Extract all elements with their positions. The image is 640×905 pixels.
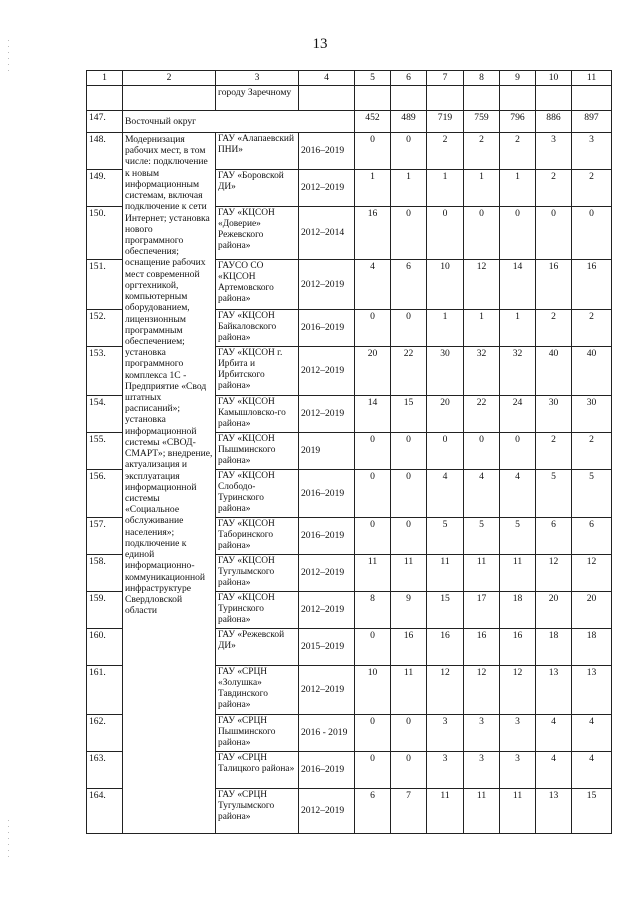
value-cell: 12 — [536, 555, 572, 592]
value-cell: 30 — [427, 347, 464, 396]
header-cell: 11 — [572, 71, 612, 86]
value-cell: 1 — [500, 170, 536, 207]
org-cell: ГАУ «КЦСОН Слободо-Туринского района» — [216, 470, 299, 518]
value-cell: 4 — [500, 470, 536, 518]
value-cell: 3 — [536, 133, 572, 170]
org-cell: ГАУ «Режевской ДИ» — [216, 629, 299, 666]
period-cell: 2016–2019 — [299, 133, 355, 170]
data-table — [86, 70, 612, 834]
value-cell: 0 — [536, 207, 572, 260]
header-row — [87, 71, 612, 86]
value-cell: 5 — [500, 518, 536, 555]
value-cell: 15 — [391, 396, 427, 433]
period-cell: 2015–2019 — [299, 629, 355, 666]
value-cell: 2 — [572, 433, 612, 470]
value-cell: 2 — [572, 310, 612, 347]
value-cell: 11 — [427, 555, 464, 592]
value-cell: 886 — [536, 111, 572, 133]
value-cell: 0 — [500, 207, 536, 260]
org-cell: ГАУ «КЦСОН Туринского района» — [216, 592, 299, 629]
period-cell: 2012–2019 — [299, 260, 355, 310]
header-cell: 7 — [427, 71, 464, 86]
org-cell: ГАУ «СРЦН Талицкого района» — [216, 752, 299, 789]
value-cell: 2 — [427, 133, 464, 170]
period-cell: 2019 — [299, 433, 355, 470]
value-cell: 0 — [427, 433, 464, 470]
org-cell: ГАУ «КЦСОН Тугулымского района» — [216, 555, 299, 592]
value-cell: 24 — [500, 396, 536, 433]
row-number: 147. — [87, 111, 123, 133]
scan-edge-marks-top — [8, 40, 10, 76]
row-number: 148. — [87, 133, 123, 170]
org-cell: ГАУ «СРЦН «Золушка» Тавдинского района» — [216, 666, 299, 715]
value-cell: 11 — [464, 555, 500, 592]
header-cell: 6 — [391, 71, 427, 86]
value-cell: 2 — [572, 170, 612, 207]
header-cell: 1 — [87, 71, 123, 86]
category-description: Модернизация рабочих мест, в том числе: подключение к новым информационным системам, включая подключение к сети Интернет; установка нового программного обеспечения; оснащение рабочих мест современной оргтехникой, компьютерным оборудованием, лицензионным программным обеспечением; установка программного комплекса 1С - Предприятие «Свод штатных расписаний»; установка информационной системы «СВОД-СМАРТ»; внедрение, актуализация и эксплуатация информационной системы «Социальное обслуживание населения»; подключение к единой информационно-коммуникационной инфраструктуре Свердловской области — [123, 133, 216, 834]
value-cell: 0 — [355, 310, 391, 347]
period-cell: 2012–2019 — [299, 555, 355, 592]
value-cell: 3 — [464, 715, 500, 752]
value-cell: 796 — [500, 111, 536, 133]
period-cell: 2016–2019 — [299, 518, 355, 555]
org-cell: ГАУ «Боровской ДИ» — [216, 170, 299, 207]
value-cell: 22 — [391, 347, 427, 396]
continuation-row — [87, 86, 612, 111]
row-number: 154. — [87, 396, 123, 433]
value-cell: 1 — [464, 310, 500, 347]
value-cell: 1 — [427, 170, 464, 207]
row-number: 152. — [87, 310, 123, 347]
value-cell: 2 — [536, 433, 572, 470]
value-cell: 11 — [427, 789, 464, 834]
value-cell: 11 — [500, 555, 536, 592]
row-number: 161. — [87, 666, 123, 715]
value-cell: 5 — [427, 518, 464, 555]
value-cell: 0 — [500, 433, 536, 470]
table-row — [87, 133, 612, 170]
value-cell: 0 — [572, 207, 612, 260]
value-cell: 897 — [572, 111, 612, 133]
value-cell: 7 — [391, 789, 427, 834]
value-cell: 14 — [500, 260, 536, 310]
value-cell: 32 — [500, 347, 536, 396]
value-cell: 4 — [536, 752, 572, 789]
value-cell: 11 — [355, 555, 391, 592]
value-cell: 0 — [391, 207, 427, 260]
header-cell: 4 — [299, 71, 355, 86]
period-cell: 2012–2019 — [299, 592, 355, 629]
value-cell: 15 — [572, 789, 612, 834]
value-cell: 2 — [500, 133, 536, 170]
value-cell: 11 — [464, 789, 500, 834]
value-cell: 0 — [355, 433, 391, 470]
value-cell: 32 — [464, 347, 500, 396]
value-cell: 1 — [391, 170, 427, 207]
value-cell: 0 — [391, 715, 427, 752]
row-number: 157. — [87, 518, 123, 555]
org-cell: ГАУ «КЦСОН г. Ирбита и Ирбитского района» — [216, 347, 299, 396]
header-cell: 8 — [464, 71, 500, 86]
value-cell: 17 — [464, 592, 500, 629]
summary-label: Восточный округ — [123, 111, 355, 133]
row-number: 158. — [87, 555, 123, 592]
value-cell: 4 — [427, 470, 464, 518]
value-cell: 12 — [464, 666, 500, 715]
value-cell: 20 — [427, 396, 464, 433]
value-cell: 1 — [427, 310, 464, 347]
value-cell: 12 — [500, 666, 536, 715]
header-cell: 10 — [536, 71, 572, 86]
period-cell: 2012–2014 — [299, 207, 355, 260]
value-cell: 5 — [536, 470, 572, 518]
value-cell: 18 — [536, 629, 572, 666]
value-cell: 0 — [427, 207, 464, 260]
value-cell: 16 — [536, 260, 572, 310]
org-cell: ГАУСО СО «КЦСОН Артемовского района» — [216, 260, 299, 310]
value-cell: 0 — [391, 133, 427, 170]
period-cell: 2016–2019 — [299, 752, 355, 789]
value-cell: 20 — [355, 347, 391, 396]
value-cell: 11 — [500, 789, 536, 834]
value-cell: 0 — [464, 433, 500, 470]
value-cell: 12 — [572, 555, 612, 592]
value-cell: 6 — [355, 789, 391, 834]
value-cell: 16 — [464, 629, 500, 666]
header-cell: 5 — [355, 71, 391, 86]
value-cell: 1 — [464, 170, 500, 207]
value-cell: 40 — [536, 347, 572, 396]
value-cell: 16 — [355, 207, 391, 260]
value-cell: 12 — [427, 666, 464, 715]
value-cell: 0 — [355, 133, 391, 170]
period-cell: 2012–2019 — [299, 666, 355, 715]
value-cell: 4 — [355, 260, 391, 310]
org-cell: ГАУ «СРЦН Пышминского района» — [216, 715, 299, 752]
value-cell: 16 — [572, 260, 612, 310]
value-cell: 5 — [464, 518, 500, 555]
value-cell: 3 — [572, 133, 612, 170]
value-cell: 0 — [355, 715, 391, 752]
value-cell: 8 — [355, 592, 391, 629]
page-number: 13 — [312, 36, 328, 52]
header-cell: 9 — [500, 71, 536, 86]
value-cell: 18 — [500, 592, 536, 629]
value-cell: 2 — [464, 133, 500, 170]
value-cell: 20 — [572, 592, 612, 629]
value-cell: 5 — [572, 470, 612, 518]
value-cell: 13 — [536, 666, 572, 715]
row-number: 151. — [87, 260, 123, 310]
value-cell: 10 — [355, 666, 391, 715]
row-number: 163. — [87, 752, 123, 789]
org-cell: ГАУ «КЦСОН Таборинского района» — [216, 518, 299, 555]
value-cell: 489 — [391, 111, 427, 133]
org-cell: ГАУ «СРЦН Тугулымского района» — [216, 789, 299, 834]
header-cell: 3 — [216, 71, 299, 86]
value-cell: 3 — [500, 752, 536, 789]
value-cell: 15 — [427, 592, 464, 629]
row-number: 164. — [87, 789, 123, 834]
value-cell: 0 — [391, 518, 427, 555]
value-cell: 3 — [464, 752, 500, 789]
value-cell: 0 — [391, 433, 427, 470]
value-cell: 30 — [536, 396, 572, 433]
value-cell: 452 — [355, 111, 391, 133]
value-cell: 4 — [464, 470, 500, 518]
row-number: 159. — [87, 592, 123, 629]
value-cell: 4 — [572, 715, 612, 752]
period-cell: 2016 - 2019 — [299, 715, 355, 752]
value-cell: 6 — [391, 260, 427, 310]
value-cell: 4 — [572, 752, 612, 789]
row-number: 162. — [87, 715, 123, 752]
org-cell: городу Заречному — [216, 86, 299, 111]
value-cell: 9 — [391, 592, 427, 629]
row-number: 160. — [87, 629, 123, 666]
value-cell: 2 — [536, 170, 572, 207]
period-cell: 2016–2019 — [299, 470, 355, 518]
value-cell: 0 — [355, 629, 391, 666]
org-cell: ГАУ «КЦСОН Байкаловского района» — [216, 310, 299, 347]
scan-edge-marks-bottom — [8, 820, 10, 862]
value-cell: 13 — [572, 666, 612, 715]
value-cell: 759 — [464, 111, 500, 133]
org-cell: ГАУ «КЦСОН «Доверие» Режевского района» — [216, 207, 299, 260]
value-cell: 3 — [427, 715, 464, 752]
row-number: 149. — [87, 170, 123, 207]
value-cell: 22 — [464, 396, 500, 433]
value-cell: 719 — [427, 111, 464, 133]
value-cell: 4 — [536, 715, 572, 752]
value-cell: 16 — [427, 629, 464, 666]
value-cell: 0 — [391, 752, 427, 789]
value-cell: 6 — [536, 518, 572, 555]
period-cell: 2016–2019 — [299, 310, 355, 347]
value-cell: 13 — [536, 789, 572, 834]
value-cell: 2 — [536, 310, 572, 347]
header-cell: 2 — [123, 71, 216, 86]
value-cell: 18 — [572, 629, 612, 666]
value-cell: 40 — [572, 347, 612, 396]
value-cell: 11 — [391, 555, 427, 592]
value-cell: 10 — [427, 260, 464, 310]
value-cell: 14 — [355, 396, 391, 433]
value-cell: 20 — [536, 592, 572, 629]
value-cell: 0 — [355, 752, 391, 789]
period-cell: 2012–2019 — [299, 347, 355, 396]
period-cell: 2012–2019 — [299, 170, 355, 207]
value-cell: 0 — [391, 310, 427, 347]
row-number: 155. — [87, 433, 123, 470]
value-cell: 12 — [464, 260, 500, 310]
row-number: 150. — [87, 207, 123, 260]
value-cell: 0 — [355, 470, 391, 518]
value-cell: 1 — [500, 310, 536, 347]
value-cell: 3 — [500, 715, 536, 752]
value-cell: 0 — [464, 207, 500, 260]
value-cell: 1 — [355, 170, 391, 207]
value-cell: 30 — [572, 396, 612, 433]
value-cell: 3 — [427, 752, 464, 789]
summary-row — [87, 111, 612, 133]
org-cell: ГАУ «КЦСОН Камышловско-го района» — [216, 396, 299, 433]
value-cell: 6 — [572, 518, 612, 555]
value-cell: 0 — [355, 518, 391, 555]
org-cell: ГАУ «КЦСОН Пышминского района» — [216, 433, 299, 470]
value-cell: 16 — [500, 629, 536, 666]
org-cell: ГАУ «Алапаевский ПНИ» — [216, 133, 299, 170]
row-number: 156. — [87, 470, 123, 518]
value-cell: 0 — [391, 470, 427, 518]
row-number: 153. — [87, 347, 123, 396]
value-cell: 16 — [391, 629, 427, 666]
value-cell: 11 — [391, 666, 427, 715]
period-cell: 2012–2019 — [299, 789, 355, 834]
period-cell: 2012–2019 — [299, 396, 355, 433]
